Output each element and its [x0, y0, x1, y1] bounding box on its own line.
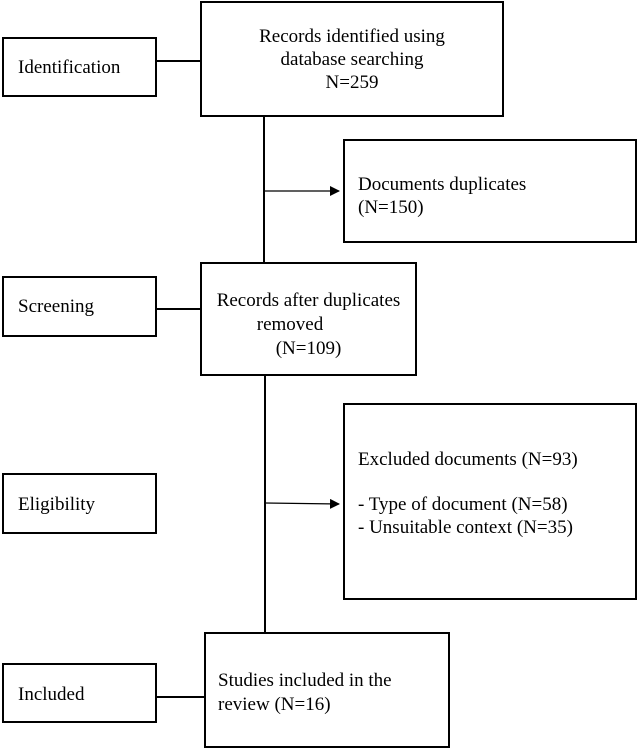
after-duplicates-line1: Records after duplicates: [216, 290, 401, 311]
included-studies-line2: review (N=16): [218, 694, 331, 715]
stage-screening-box: [2, 276, 157, 337]
stage-included-label: Included: [18, 684, 85, 705]
after-duplicates-count: (N=109): [275, 338, 342, 359]
after-duplicates-box: [200, 262, 417, 376]
records-identified-line2: database searching: [280, 49, 424, 70]
duplicates-count: (N=150): [358, 197, 424, 218]
records-identified-line1: Records identified using: [259, 26, 445, 47]
included-studies-line1: Studies included in the: [218, 670, 392, 691]
duplicates-label: Documents duplicates: [358, 174, 527, 195]
stage-identification-label: Identification: [18, 57, 121, 78]
excluded-reason-type: - Type of document (N=58): [358, 494, 568, 515]
stage-screening-label: Screening: [18, 296, 94, 317]
stage-identification-box: [2, 37, 157, 97]
after-duplicates-line2: removed: [256, 314, 324, 335]
records-identified-count: N=259: [325, 72, 379, 93]
records-identified-box: [200, 1, 504, 117]
excluded-arrow: [265, 503, 339, 504]
excluded-reason-context: - Unsuitable context (N=35): [358, 517, 573, 538]
stage-eligibility-box: [2, 473, 157, 534]
duplicates-box: [343, 139, 637, 243]
stage-included-box: [2, 663, 157, 723]
included-studies-box: [204, 632, 450, 748]
excluded-title: Excluded documents (N=93): [358, 449, 578, 470]
excluded-box: [343, 403, 637, 600]
stage-eligibility-label: Eligibility: [18, 494, 96, 515]
